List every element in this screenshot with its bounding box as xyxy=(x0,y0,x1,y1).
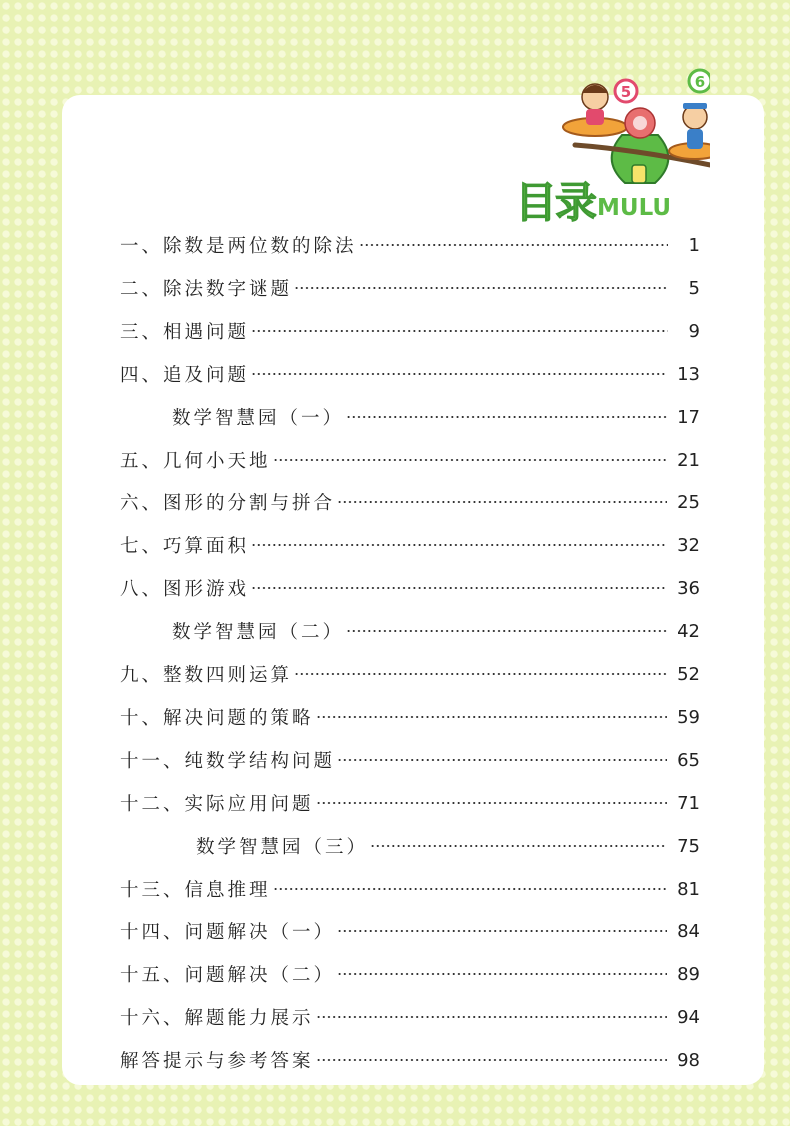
toc-entry[interactable] xyxy=(120,1002,700,1032)
toc-dot-leader xyxy=(316,802,668,804)
toc-dot-leader xyxy=(251,544,667,546)
toc-entry-page: 75 xyxy=(677,835,700,857)
toc-dot-leader xyxy=(337,501,667,503)
toc-entry-title: 十四、问题解决（一） xyxy=(120,922,336,943)
toc-entry[interactable] xyxy=(120,316,700,346)
toc-entry-title: 十五、问题解决（二） xyxy=(120,965,336,986)
badge-5-text: 5 xyxy=(620,83,632,101)
toc-entry-page: 65 xyxy=(677,749,700,771)
toc-entry-title: 七、巧算面积 xyxy=(120,536,250,557)
toc-entry[interactable] xyxy=(120,445,700,475)
toc-entry[interactable] xyxy=(120,745,700,775)
toc-dot-leader xyxy=(316,716,668,718)
toc-entry[interactable] xyxy=(120,573,700,603)
toc-entry-page: 81 xyxy=(677,878,700,900)
toc-dot-leader xyxy=(337,759,667,761)
toc-entry-page: 17 xyxy=(677,406,700,428)
toc-entry-title: 十、解决问题的策略 xyxy=(120,708,314,729)
toc-entry[interactable] xyxy=(120,874,700,904)
toc-entry-title: 十一、纯数学结构问题 xyxy=(120,751,336,772)
toc-entry-page: 94 xyxy=(677,1006,700,1028)
toc-entry-title: 六、图形的分割与拼合 xyxy=(120,493,336,514)
toc-entry[interactable] xyxy=(120,230,700,260)
toc-entry-page: 71 xyxy=(677,792,700,814)
toc-entry-title: 数学智慧园（一） xyxy=(172,408,345,429)
toc-entry-title: 三、相遇问题 xyxy=(120,322,250,343)
toc-entry[interactable] xyxy=(196,831,700,861)
toc-entry-title: 数学智慧园（二） xyxy=(172,622,345,643)
toc-entry-page: 1 xyxy=(688,234,700,256)
toc-dot-leader xyxy=(359,244,668,246)
toc-entry-page: 5 xyxy=(688,277,700,299)
toc-entry-page: 98 xyxy=(677,1049,700,1071)
toc-entry-title: 一、除数是两位数的除法 xyxy=(120,236,357,257)
toc-entry-title: 解答提示与参考答案 xyxy=(120,1051,314,1072)
toc-entry-page: 13 xyxy=(677,363,700,385)
toc-dot-leader xyxy=(294,673,667,675)
toc-entry-page: 25 xyxy=(677,491,700,513)
toc-entry[interactable] xyxy=(120,487,700,517)
toc-entry-page: 36 xyxy=(677,577,700,599)
toc-dot-leader xyxy=(370,845,667,847)
toc-dot-leader xyxy=(273,459,668,461)
toc-dot-leader xyxy=(294,287,668,289)
toc-title-en: MULU xyxy=(597,195,672,221)
toc-dot-leader xyxy=(337,973,667,975)
toc-entry-title: 八、图形游戏 xyxy=(120,579,250,600)
toc-entry-title: 数学智慧园（三） xyxy=(196,837,369,858)
toc-dot-leader xyxy=(251,330,668,332)
toc-dot-leader xyxy=(251,373,667,375)
toc-entry-title: 二、除法数字谜题 xyxy=(120,279,293,300)
toc-entry-page: 9 xyxy=(688,320,700,342)
toc-entry[interactable] xyxy=(120,359,700,389)
toc-entry-title: 四、追及问题 xyxy=(120,365,250,386)
toc-dot-leader xyxy=(346,416,667,418)
toc-entry-title: 十二、实际应用问题 xyxy=(120,794,314,815)
toc-dot-leader xyxy=(251,587,667,589)
toc-entry[interactable] xyxy=(120,273,700,303)
toc-entry-page: 59 xyxy=(677,706,700,728)
toc-entry-title: 十六、解题能力展示 xyxy=(120,1008,314,1029)
toc-entry[interactable] xyxy=(172,616,700,646)
toc-entry[interactable] xyxy=(120,916,700,946)
toc-entry-page: 52 xyxy=(677,663,700,685)
toc-entry[interactable] xyxy=(120,1045,700,1075)
toc-entry[interactable] xyxy=(120,788,700,818)
toc-entry[interactable] xyxy=(172,402,700,432)
toc-dot-leader xyxy=(346,630,667,632)
toc-entry[interactable] xyxy=(120,959,700,989)
toc-entry-page: 84 xyxy=(677,920,700,942)
toc-entry-page: 89 xyxy=(677,963,700,985)
toc-entry[interactable] xyxy=(120,702,700,732)
toc-entry-title: 十三、信息推理 xyxy=(120,880,271,901)
toc-dot-leader xyxy=(273,888,668,890)
toc-dot-leader xyxy=(316,1059,668,1061)
toc-entry-page: 21 xyxy=(677,449,700,471)
toc-entry[interactable] xyxy=(120,659,700,689)
toc-entry-title: 九、整数四则运算 xyxy=(120,665,293,686)
toc-entry-page: 32 xyxy=(677,534,700,556)
toc-entry-title: 五、几何小天地 xyxy=(120,451,271,472)
badge-6-text: 6 xyxy=(694,73,706,91)
toc-title-cn: 目录 xyxy=(515,178,596,227)
toc-dot-leader xyxy=(337,930,667,932)
toc-entry[interactable] xyxy=(120,530,700,560)
toc-dot-leader xyxy=(316,1016,668,1018)
toc-entry-page: 42 xyxy=(677,620,700,642)
